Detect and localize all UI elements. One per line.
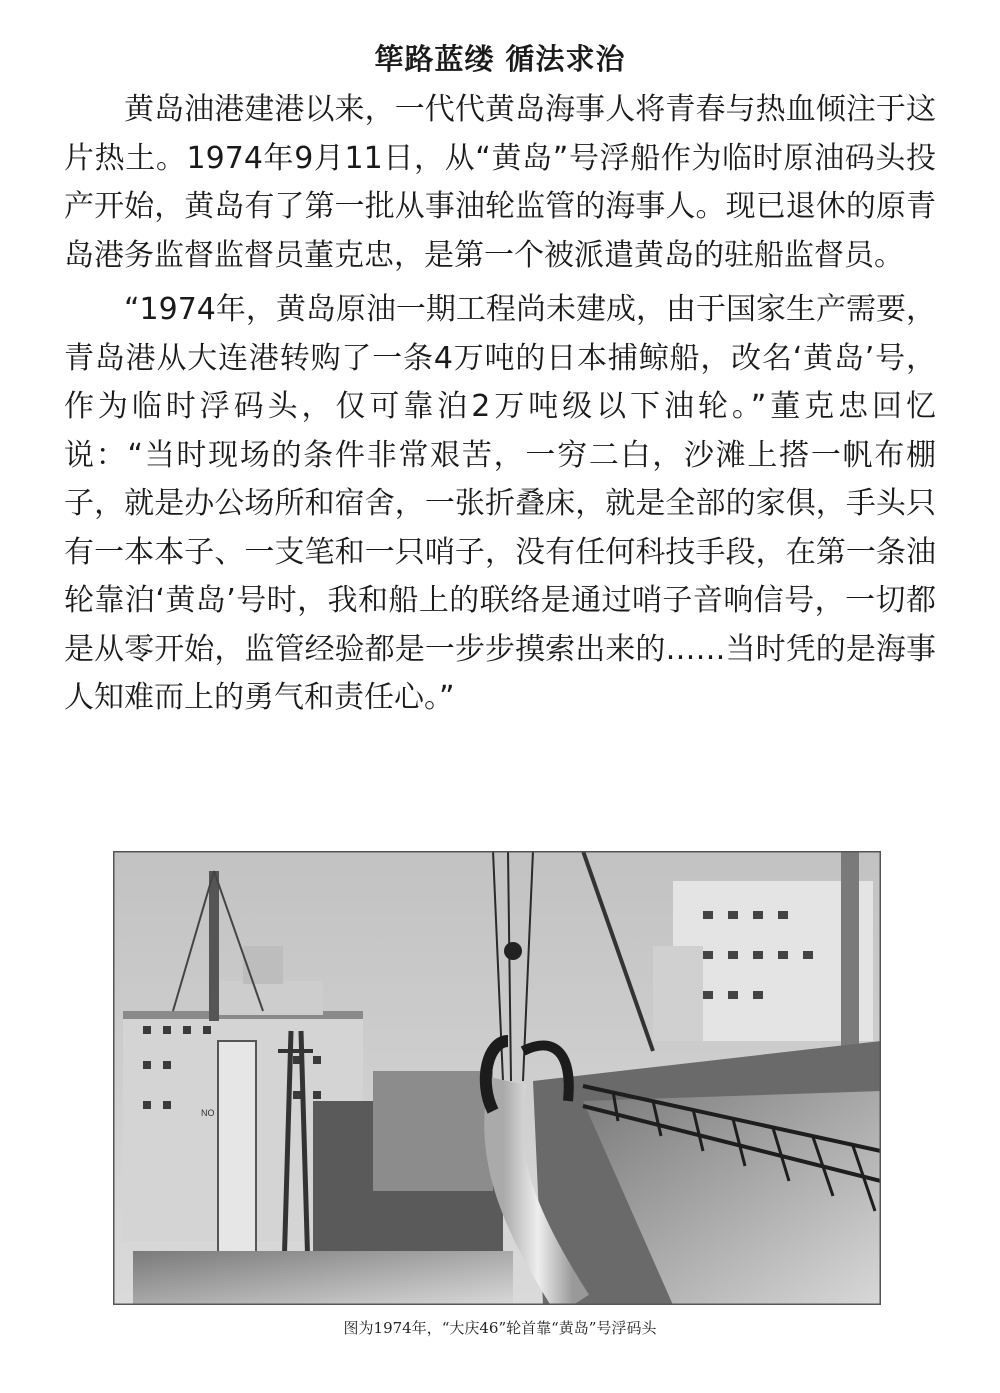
photo-caption: 图为1974年，“大庆46”轮首靠“黄岛”号浮码头 [343,1319,657,1337]
article-title: 筚路蓝缕 循法求治 [374,42,626,76]
article-body [64,86,936,723]
hull-lettering: NO [201,1108,215,1118]
historical-photo-tanker-berthing [113,851,881,1305]
paragraph-2: “1974年，黄岛原油一期工程尚未建成，由于国家生产需要，青岛港从大连港转购了一条4万吨的日本捕鲸船，改名‘黄岛’号，作为临时浮码头，仅可靠泊2万吨级以下油轮。”董克忠回忆说：“当时现场的条件非常艰苦，一穷二白，沙滩上搭一帆布棚子，就是办公场所和宿舍，一张折叠床，就是全部的家俱，手头只有一本本子、一支笔和一只哨子，没有任何科技手段，在第一条油轮靠泊‘黄岛’号时，我和船上的联络是通过哨子音响信号，一切都是从零开始，监管经验都是一步步摸索出来的……当时凭的是海事人知难而上的勇气和责任心。” [64,292,936,715]
paragraph-1: 黄岛油港建港以来，一代代黄岛海事人将青春与热血倾注于这片热土。1974年9月11日，从“黄岛”号浮船作为临时原油码头投产开始，黄岛有了第一批从事油轮监管的海事人。现已退休的原青岛港务监督监督员董克忠，是第一个被派遣黄岛的驻船监督员。 [64,92,936,273]
